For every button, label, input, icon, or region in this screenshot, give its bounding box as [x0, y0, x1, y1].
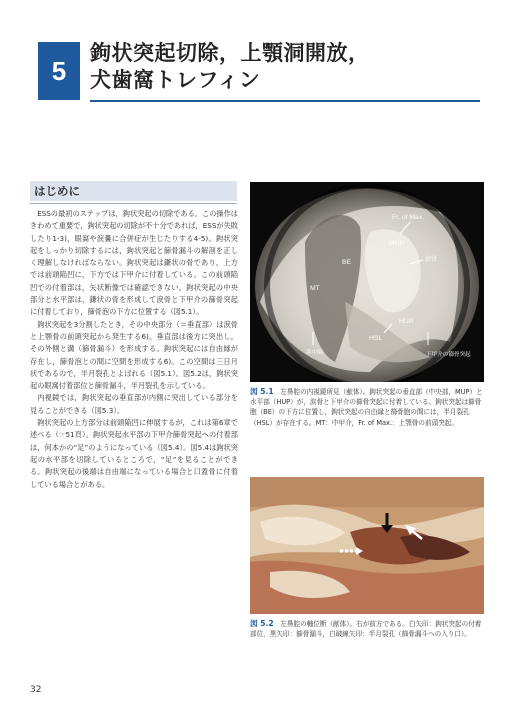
chapter-title-line1: 鉤状突起切除，上顎洞開放， [90, 41, 370, 65]
label-mup: MUP [389, 240, 405, 247]
paragraph: ESSの最初のステップは，鉤状突起の切除である。この操作はきわめて重要で，鉤状突起の切除が不十分であれば，ESSが失敗したり1-3)，眼窩や涙嚢に合併症が生じたりする4-5)。鉤状突起をしっかり切除するには，鉤状突起と篩骨漏斗の解剖を正しく理解しなければならない。鉤状突起は鎌状の骨であり，上方では前頭陥凹に，下方では下甲介に付着している。この前頭陥凹での付着部は，矢状断像では確認できない。鉤状突起の中央部分と水平部は，鎌状の骨を形成して涙骨と下甲介の篩骨突起に付着しており，篩骨泡の下方に位置する（図5.1）。 [30, 209, 238, 317]
chapter-title [90, 40, 370, 94]
chapter-number-badge [38, 42, 80, 100]
section-underline [30, 203, 237, 204]
section-heading: はじめに [30, 181, 237, 201]
label-lacrimal: 涙骨 [425, 256, 438, 263]
figure-5-1-caption [250, 387, 486, 428]
page-number: 32 [30, 685, 42, 695]
chapter-number: 5 [51, 55, 67, 86]
paragraph: 鉤状突起の上方部分は前頭陥凹に伸展するが，これは第6章で述べる（☞51頁）。鉤状突起水平部の下甲介篩骨突起への付着部は，何本かの“足”のようになっている（図5.4）。図5.4は鉤状突起の水平部を切除しているところで，“足”を見ることができる。鉤状突起の後端は自由端になっている場合と口蓋骨に付着している場合とがある。 [30, 418, 238, 489]
figure-5-2-caption-number: 図 5.2 [250, 619, 274, 628]
figure-5-1-caption-number: 図 5.1 [250, 387, 274, 396]
label-fr-of-max: Fr. of Max. [392, 214, 425, 221]
figure-5-2-axial-section-image [250, 477, 484, 614]
title-rule [90, 100, 480, 102]
label-hup: HUP [399, 318, 414, 325]
label-septum: 鼻中隔 [306, 350, 323, 356]
figure-5-2-caption-text: 左鼻腔の軸位断（献体）。右が前方である。白矢印：鉤状突起の付着部位，黒矢印：篩骨漏斗，白破線矢印：半月裂孔（篩骨漏斗への入り口）。 [250, 620, 482, 639]
label-mt: MT [310, 285, 320, 292]
label-hsl: HSL [369, 335, 383, 342]
body-text [30, 208, 238, 491]
label-be: BE [342, 259, 352, 266]
figure-5-1-endoscopic-image [250, 182, 484, 382]
label-it-ethmoid: 下甲介の篩骨突起 [426, 352, 471, 358]
paragraph: 鉤状突起を3分割したとき，その中央部分（＝垂直部）は涙骨と上顎骨の前頭突起から発生する6)。垂直部は後方に突出し，その外側と溝（篩骨漏斗）を形成する。鉤状突起には自由縁が存在し，篩骨泡との間に空間を形成する6)。この空間は三日月状であるので，半月裂孔とよばれる（図5.1）。図5.2は，鉤状突起の眼窩付着部位と篩骨漏斗，半月裂孔を示している。 [30, 319, 238, 391]
figure-5-2-caption [250, 619, 486, 639]
figure-5-1-caption-text: 左鼻腔の内視鏡所見（献体）。鉤状突起の垂直部（中央部，MUP）と水平部（HUP）が，涙骨と下甲介の篩骨突起に付着している。鉤状突起は篩骨胞（BE）の下方に位置し，鉤状突起の自由縁と篩骨胞の間には，半月裂孔（HSL）が存在する。MT：中甲介，Fr. of Max.：上顎骨の前頭突起。 [250, 388, 483, 427]
chapter-title-line2: 犬歯窩トレフィン [90, 68, 261, 92]
paragraph: 内視鏡では，鉤状突起の垂直部が内側に突出している部分を見ることができる（図5.3）。 [30, 393, 238, 415]
